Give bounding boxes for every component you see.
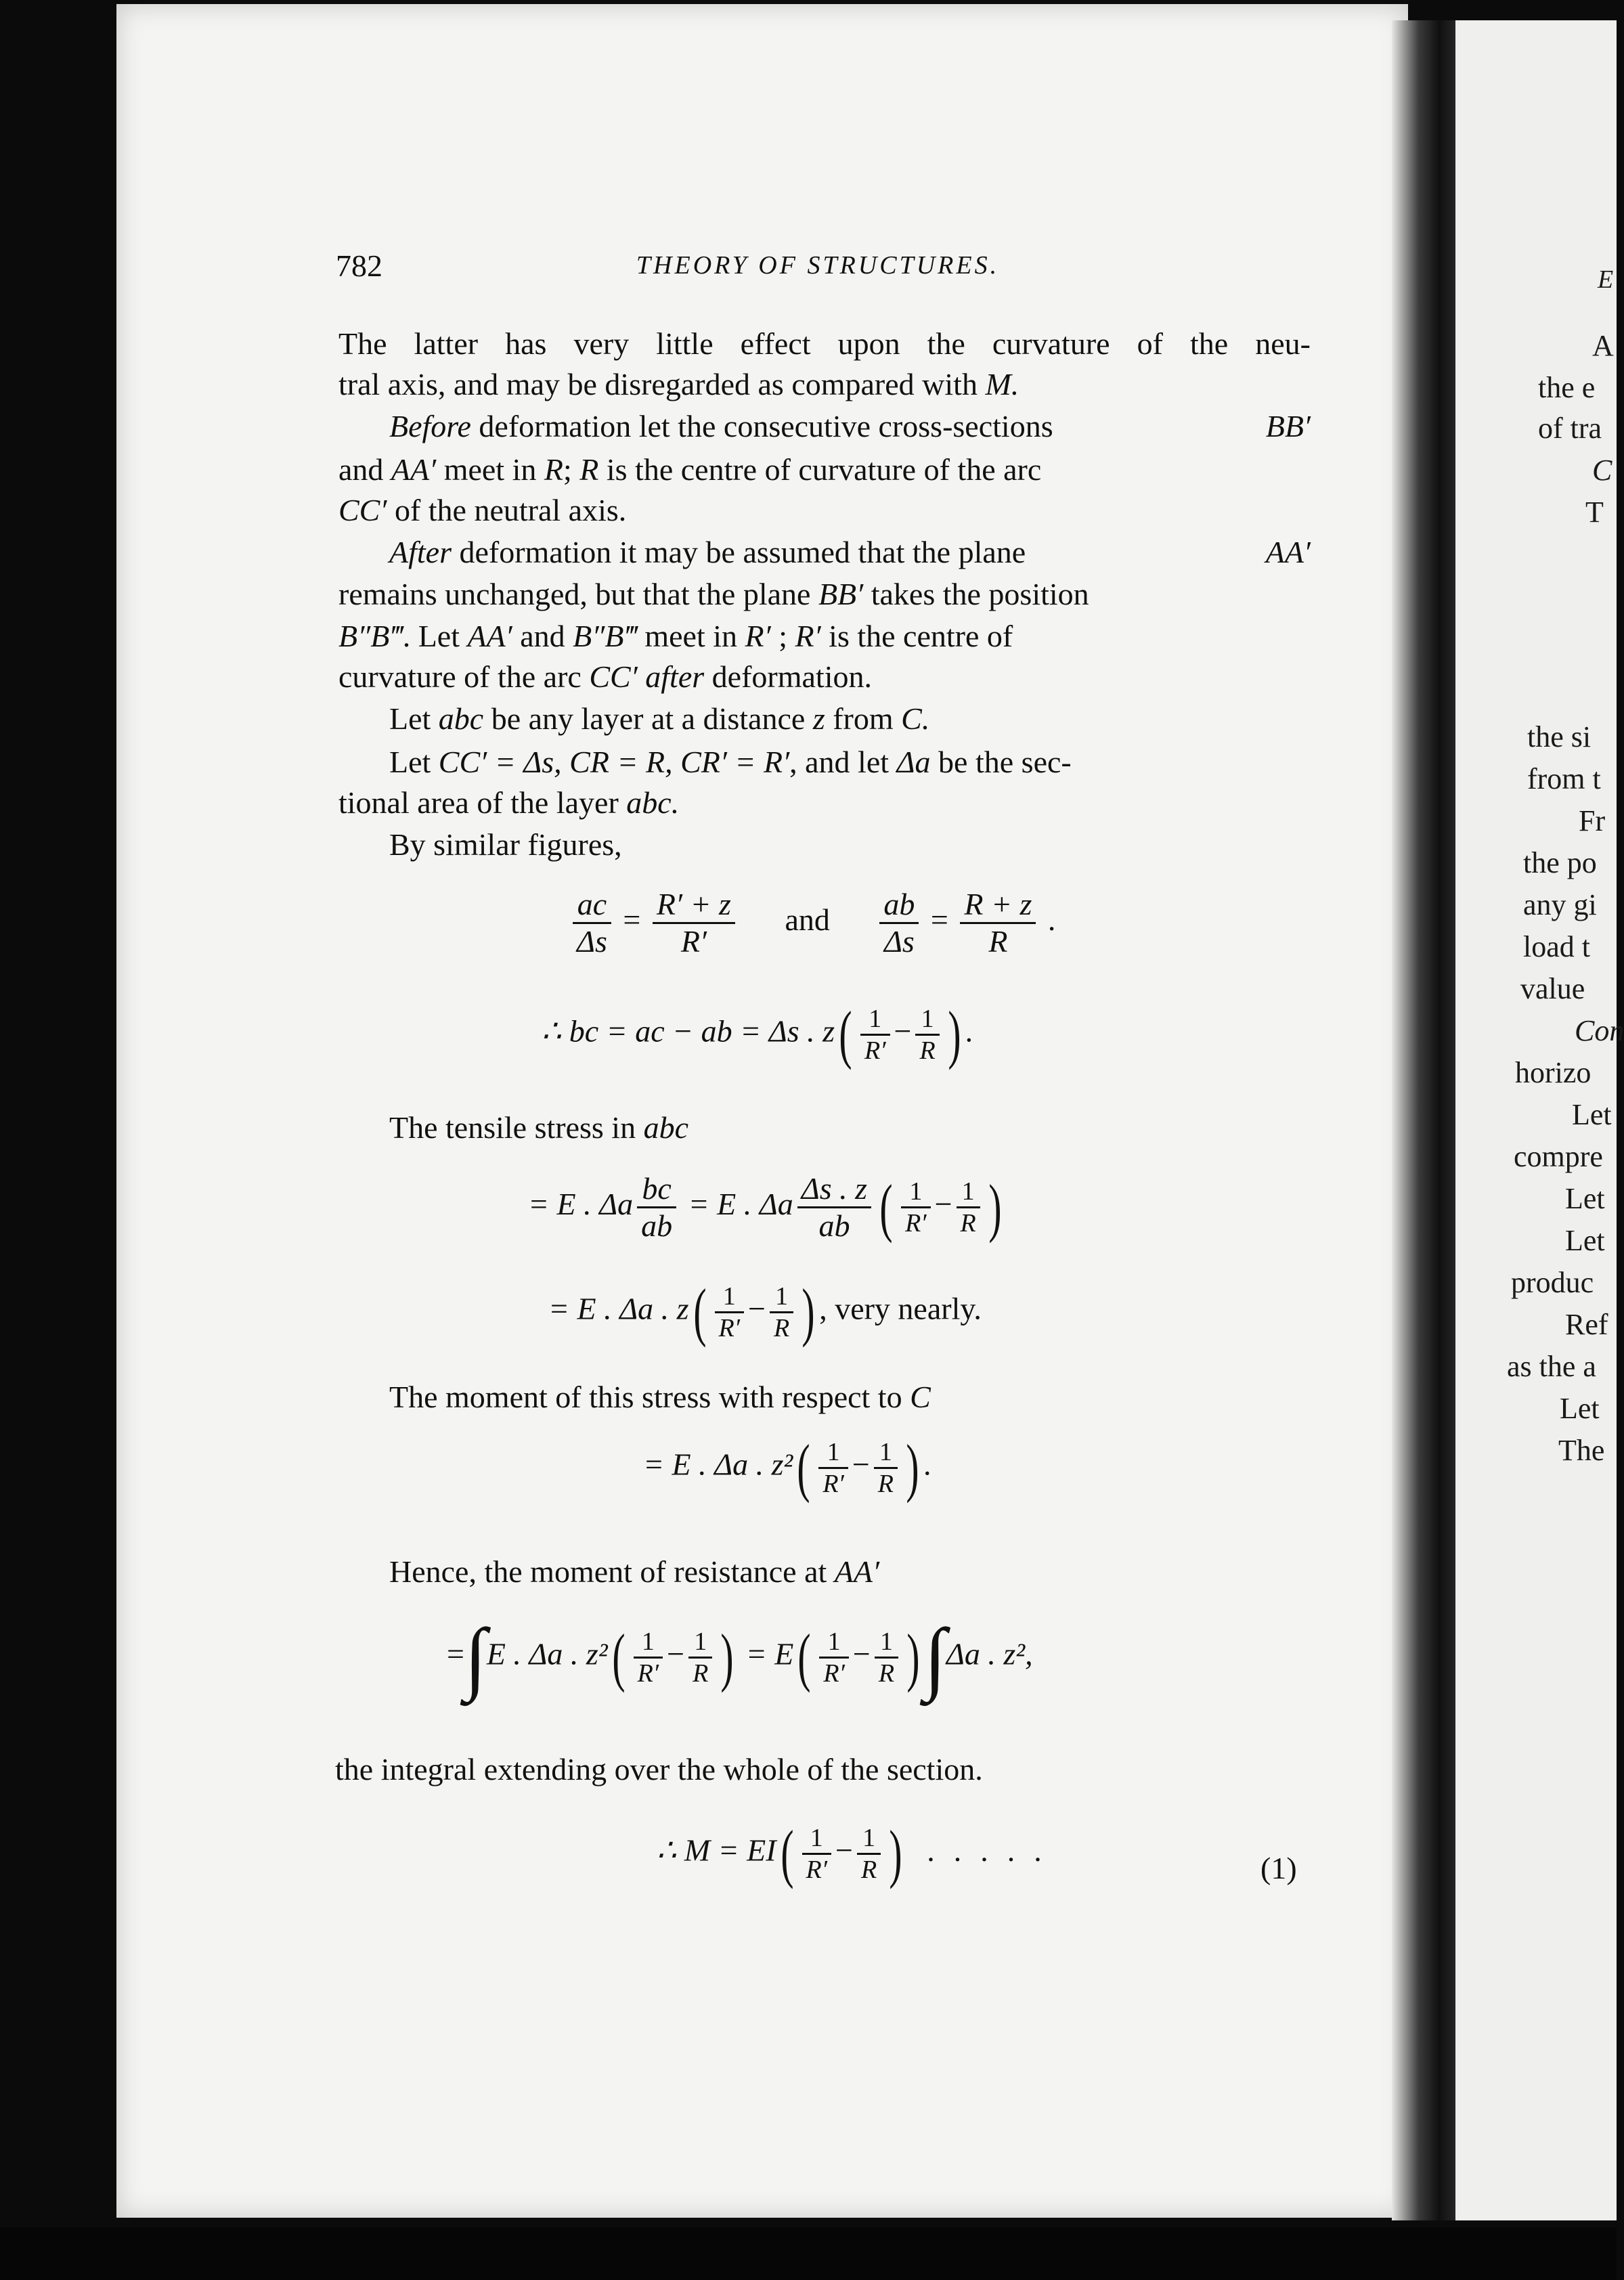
right-page-line: compre — [1514, 1140, 1603, 1173]
math-inline: R′ — [795, 619, 821, 653]
math-expression: = E . Δa . z² — [643, 1447, 793, 1482]
numerator: 1 — [802, 1823, 832, 1855]
emphasis: Before — [389, 409, 471, 443]
math-expression: Δa . z², — [946, 1636, 1033, 1671]
text-line — [389, 742, 1072, 783]
text-line — [338, 490, 626, 531]
close-paren: ) — [720, 1621, 734, 1693]
denominator: R — [774, 1313, 790, 1342]
text-span: deformation it may be assumed that the plane — [451, 535, 1026, 569]
equation-moment-of-resistance — [447, 1612, 1033, 1702]
right-page-line: the e — [1538, 371, 1596, 404]
open-paren: ( — [612, 1621, 626, 1693]
integral-sign: ∫ — [464, 1612, 487, 1702]
fraction — [857, 1823, 881, 1885]
equation-moment — [643, 1431, 931, 1504]
denominator: R′ — [864, 1036, 886, 1065]
punctuation: . — [923, 1447, 931, 1482]
fraction — [957, 1177, 980, 1238]
fraction — [802, 1823, 832, 1885]
denominator: R — [878, 1659, 895, 1688]
fraction — [653, 887, 735, 959]
numerator: bc — [637, 1171, 676, 1208]
numerator: ab — [879, 887, 919, 924]
denominator: Δs — [577, 924, 607, 959]
book-gutter — [1392, 20, 1460, 2220]
right-page-line: Fr — [1579, 804, 1606, 837]
text-span: ; — [770, 619, 795, 653]
fraction — [875, 1627, 898, 1688]
text-span: , very nearly. — [819, 1291, 982, 1326]
open-paren: ( — [780, 1817, 794, 1889]
math-inline: BB′ — [818, 577, 864, 611]
text-span: remains unchanged, but that the plane — [338, 577, 818, 611]
fraction — [819, 1627, 849, 1688]
close-paren: ) — [906, 1431, 919, 1504]
right-page-line: the po — [1523, 846, 1597, 879]
text-span: Let — [389, 701, 439, 736]
right-page-line: Let — [1565, 1224, 1605, 1257]
math-inline: abc — [438, 701, 484, 736]
text-line — [338, 783, 679, 823]
denominator: Δs — [883, 924, 915, 959]
math-inline: R′ — [745, 619, 771, 653]
fraction — [874, 1437, 898, 1499]
text-line — [389, 1377, 931, 1418]
numerator: 1 — [901, 1177, 931, 1208]
denominator: R — [693, 1659, 709, 1688]
operator: − — [852, 1447, 870, 1482]
text-line — [338, 324, 1311, 364]
close-paren: ) — [889, 1817, 902, 1889]
equation-bc — [542, 998, 973, 1070]
fraction — [960, 887, 1036, 959]
text-span: is the centre of curvature of the arc — [598, 452, 1042, 487]
text-line — [389, 1552, 879, 1592]
numerator: 1 — [688, 1627, 712, 1659]
equation-similar-figures — [569, 887, 1055, 959]
math-inline: C. — [901, 701, 930, 736]
operator: = — [930, 902, 948, 938]
math-expression: = E — [745, 1636, 794, 1671]
leader-dots: ..... — [927, 1833, 1061, 1868]
numerator: 1 — [857, 1823, 881, 1855]
text-line — [338, 616, 1013, 657]
math-inline: B″B‴ — [338, 619, 403, 653]
right-page-line: A — [1592, 329, 1614, 362]
right-page-line: produc — [1511, 1266, 1594, 1299]
math-inline: R — [579, 452, 599, 487]
text-line — [338, 364, 1019, 405]
numerator: ac — [573, 887, 611, 924]
text-span: The tensile stress in — [389, 1110, 644, 1145]
text-span: deformation let the consecutive cross-sections — [470, 409, 1053, 443]
text-span: deformation. — [704, 659, 872, 694]
denominator: R′ — [680, 924, 707, 959]
text-span: meet in — [436, 452, 544, 487]
math-inline: AA′ — [467, 619, 512, 653]
text-span: ; — [563, 452, 580, 487]
text-span: meet in — [636, 619, 745, 653]
numerator: 1 — [957, 1177, 980, 1208]
running-head — [336, 248, 1300, 295]
right-page-line: as the a — [1507, 1350, 1596, 1383]
right-page-line: Ref — [1565, 1308, 1608, 1341]
denominator: R — [960, 1209, 976, 1237]
math-expression: = E . Δa — [528, 1187, 634, 1222]
denominator: R — [861, 1855, 877, 1884]
text-span: , and let — [789, 745, 897, 779]
fraction — [901, 1177, 931, 1238]
denominator: R′ — [718, 1313, 741, 1342]
math-inline: AA′ — [1265, 535, 1311, 569]
open-paren: ( — [879, 1170, 893, 1244]
punctuation: . — [965, 1013, 973, 1049]
denominator: R′ — [806, 1855, 828, 1884]
text-span: tral axis, and may be disregarded as compared with — [338, 367, 986, 401]
right-page-line: The — [1558, 1434, 1605, 1467]
numerator: 1 — [634, 1627, 663, 1659]
right-page-line: Con — [1575, 1014, 1624, 1047]
numerator: 1 — [770, 1281, 793, 1313]
right-page-line: E — [1598, 265, 1614, 294]
denominator: ab — [641, 1208, 673, 1243]
right-page-line: value — [1520, 972, 1585, 1005]
math-inline: z — [812, 701, 825, 736]
text-span: be any layer at a distance — [483, 701, 813, 736]
text-line — [389, 825, 622, 865]
operator: − — [835, 1833, 853, 1868]
right-page-line: horizo — [1515, 1056, 1592, 1089]
equation-tensile-approx — [548, 1275, 982, 1348]
right-page-line: of tra — [1538, 412, 1602, 445]
numerator: 1 — [715, 1281, 745, 1313]
math-inline: CC′ — [589, 659, 638, 694]
operator: = — [447, 1636, 464, 1671]
math-inline: Δa — [896, 745, 931, 779]
fraction — [715, 1281, 745, 1343]
numerator: 1 — [818, 1437, 848, 1469]
text-span: be the sec- — [930, 745, 1072, 779]
text-span: the integral extending over the whole of the section. — [335, 1752, 983, 1786]
right-page-line: Let — [1572, 1098, 1612, 1131]
text-span: from — [825, 701, 902, 736]
fraction — [818, 1437, 848, 1499]
text-span: . Let — [402, 619, 468, 653]
fraction — [879, 887, 919, 959]
integral-sign: ∫ — [924, 1612, 946, 1702]
fraction — [688, 1627, 712, 1688]
operator: − — [748, 1291, 766, 1326]
text-line — [389, 1108, 688, 1148]
right-page-line: any gi — [1523, 888, 1597, 921]
text-span: The moment of this stress with respect to — [389, 1380, 910, 1414]
math-inline: AA′ — [391, 452, 437, 487]
fraction — [770, 1281, 793, 1343]
page-number: 782 — [336, 248, 382, 283]
numerator: 1 — [860, 1004, 890, 1036]
denominator: R′ — [823, 1659, 845, 1688]
operator: − — [934, 1187, 952, 1222]
numerator: 1 — [874, 1437, 898, 1469]
right-page-line: T — [1585, 496, 1604, 529]
numerator: R′ + z — [653, 887, 735, 924]
text-line — [338, 450, 1041, 490]
fraction — [797, 1171, 871, 1244]
text-span: and — [512, 619, 573, 653]
math-expression: ∴ M = EI — [657, 1833, 776, 1868]
text-span: By similar figures, — [389, 827, 622, 862]
text-span — [638, 659, 646, 694]
math-inline: B″B‴ — [573, 619, 637, 653]
numerator: 1 — [875, 1627, 898, 1659]
right-page-line: Let — [1565, 1182, 1605, 1215]
text-span: curvature of the arc — [338, 659, 590, 694]
numerator: R + z — [960, 887, 1036, 924]
text-span: of the neutral axis. — [387, 493, 627, 527]
punctuation: . — [1047, 902, 1056, 938]
text-span: is the centre of — [820, 619, 1013, 653]
open-paren: ( — [797, 1621, 811, 1693]
math-expression: E . Δa . z² — [486, 1636, 608, 1671]
close-paren: ) — [988, 1170, 1002, 1244]
math-inline: M. — [985, 367, 1019, 401]
equation-tensile-stress — [528, 1171, 1006, 1244]
open-paren: ( — [693, 1275, 707, 1348]
denominator: R′ — [905, 1209, 927, 1237]
right-page-line: from t — [1527, 762, 1601, 795]
denominator: R — [919, 1036, 936, 1065]
operator: − — [852, 1636, 871, 1671]
numerator: 1 — [819, 1627, 849, 1659]
running-title: THEORY OF STRUCTURES. — [636, 251, 1000, 280]
equation-number: (1) — [1260, 1851, 1297, 1885]
fraction — [860, 1004, 890, 1066]
right-page-line: load t — [1523, 930, 1590, 963]
math-inline: BB′ — [1265, 409, 1311, 443]
right-page-line: C — [1592, 454, 1612, 487]
math-inline: CC′ = Δs, CR = R, CR′ = R′ — [438, 745, 790, 779]
denominator: ab — [818, 1208, 850, 1243]
math-inline: C — [910, 1380, 931, 1414]
numerator: 1 — [915, 1004, 939, 1036]
bottom-edge — [0, 2227, 1617, 2280]
right-page-line: Let — [1560, 1392, 1600, 1425]
denominator: R′ — [637, 1659, 659, 1688]
equation-1 — [657, 1817, 1061, 1889]
text-span: Let — [389, 745, 439, 779]
text-span: tional area of the layer — [338, 785, 627, 820]
fraction — [634, 1627, 663, 1688]
close-paren: ) — [948, 998, 961, 1070]
fraction — [637, 1171, 676, 1244]
math-inline: R — [544, 452, 563, 487]
denominator: R — [877, 1469, 894, 1498]
fraction — [573, 887, 611, 959]
emphasis: after — [645, 659, 705, 694]
right-page-line: the si — [1527, 720, 1592, 753]
math-inline: abc — [643, 1110, 689, 1145]
text-span: takes the position — [863, 577, 1089, 611]
text-line — [338, 657, 872, 697]
operator: − — [667, 1636, 685, 1671]
math-inline: abc. — [626, 785, 680, 820]
operator: − — [894, 1013, 912, 1049]
math-inline: CC′ — [338, 493, 387, 527]
math-expression: = E . Δa . z — [548, 1291, 689, 1326]
text-line — [389, 532, 1311, 573]
text-line — [335, 1749, 983, 1790]
numerator: Δs . z — [797, 1171, 871, 1208]
text-line — [389, 406, 1311, 447]
math-expression: ∴ bc = ac − ab = Δs . z — [542, 1013, 835, 1049]
operator: = — [623, 902, 641, 938]
text-line — [338, 574, 1089, 615]
text-span: and — [338, 452, 391, 487]
math-inline: AA′ — [834, 1554, 880, 1589]
denominator: R — [988, 924, 1008, 959]
emphasis: After — [389, 535, 452, 569]
text-line — [389, 699, 929, 739]
close-paren: ) — [802, 1275, 815, 1348]
conjunction: and — [785, 902, 830, 938]
math-expression: = E . Δa — [688, 1187, 793, 1222]
open-paren: ( — [797, 1431, 810, 1504]
text-span: The latter has very little effect upon the curvature of the neu- — [338, 326, 1311, 361]
denominator: R′ — [822, 1469, 844, 1498]
open-paren: ( — [839, 998, 852, 1070]
close-paren: ) — [906, 1621, 920, 1693]
text-span: Hence, the moment of resistance at — [389, 1554, 835, 1589]
fraction — [915, 1004, 939, 1066]
